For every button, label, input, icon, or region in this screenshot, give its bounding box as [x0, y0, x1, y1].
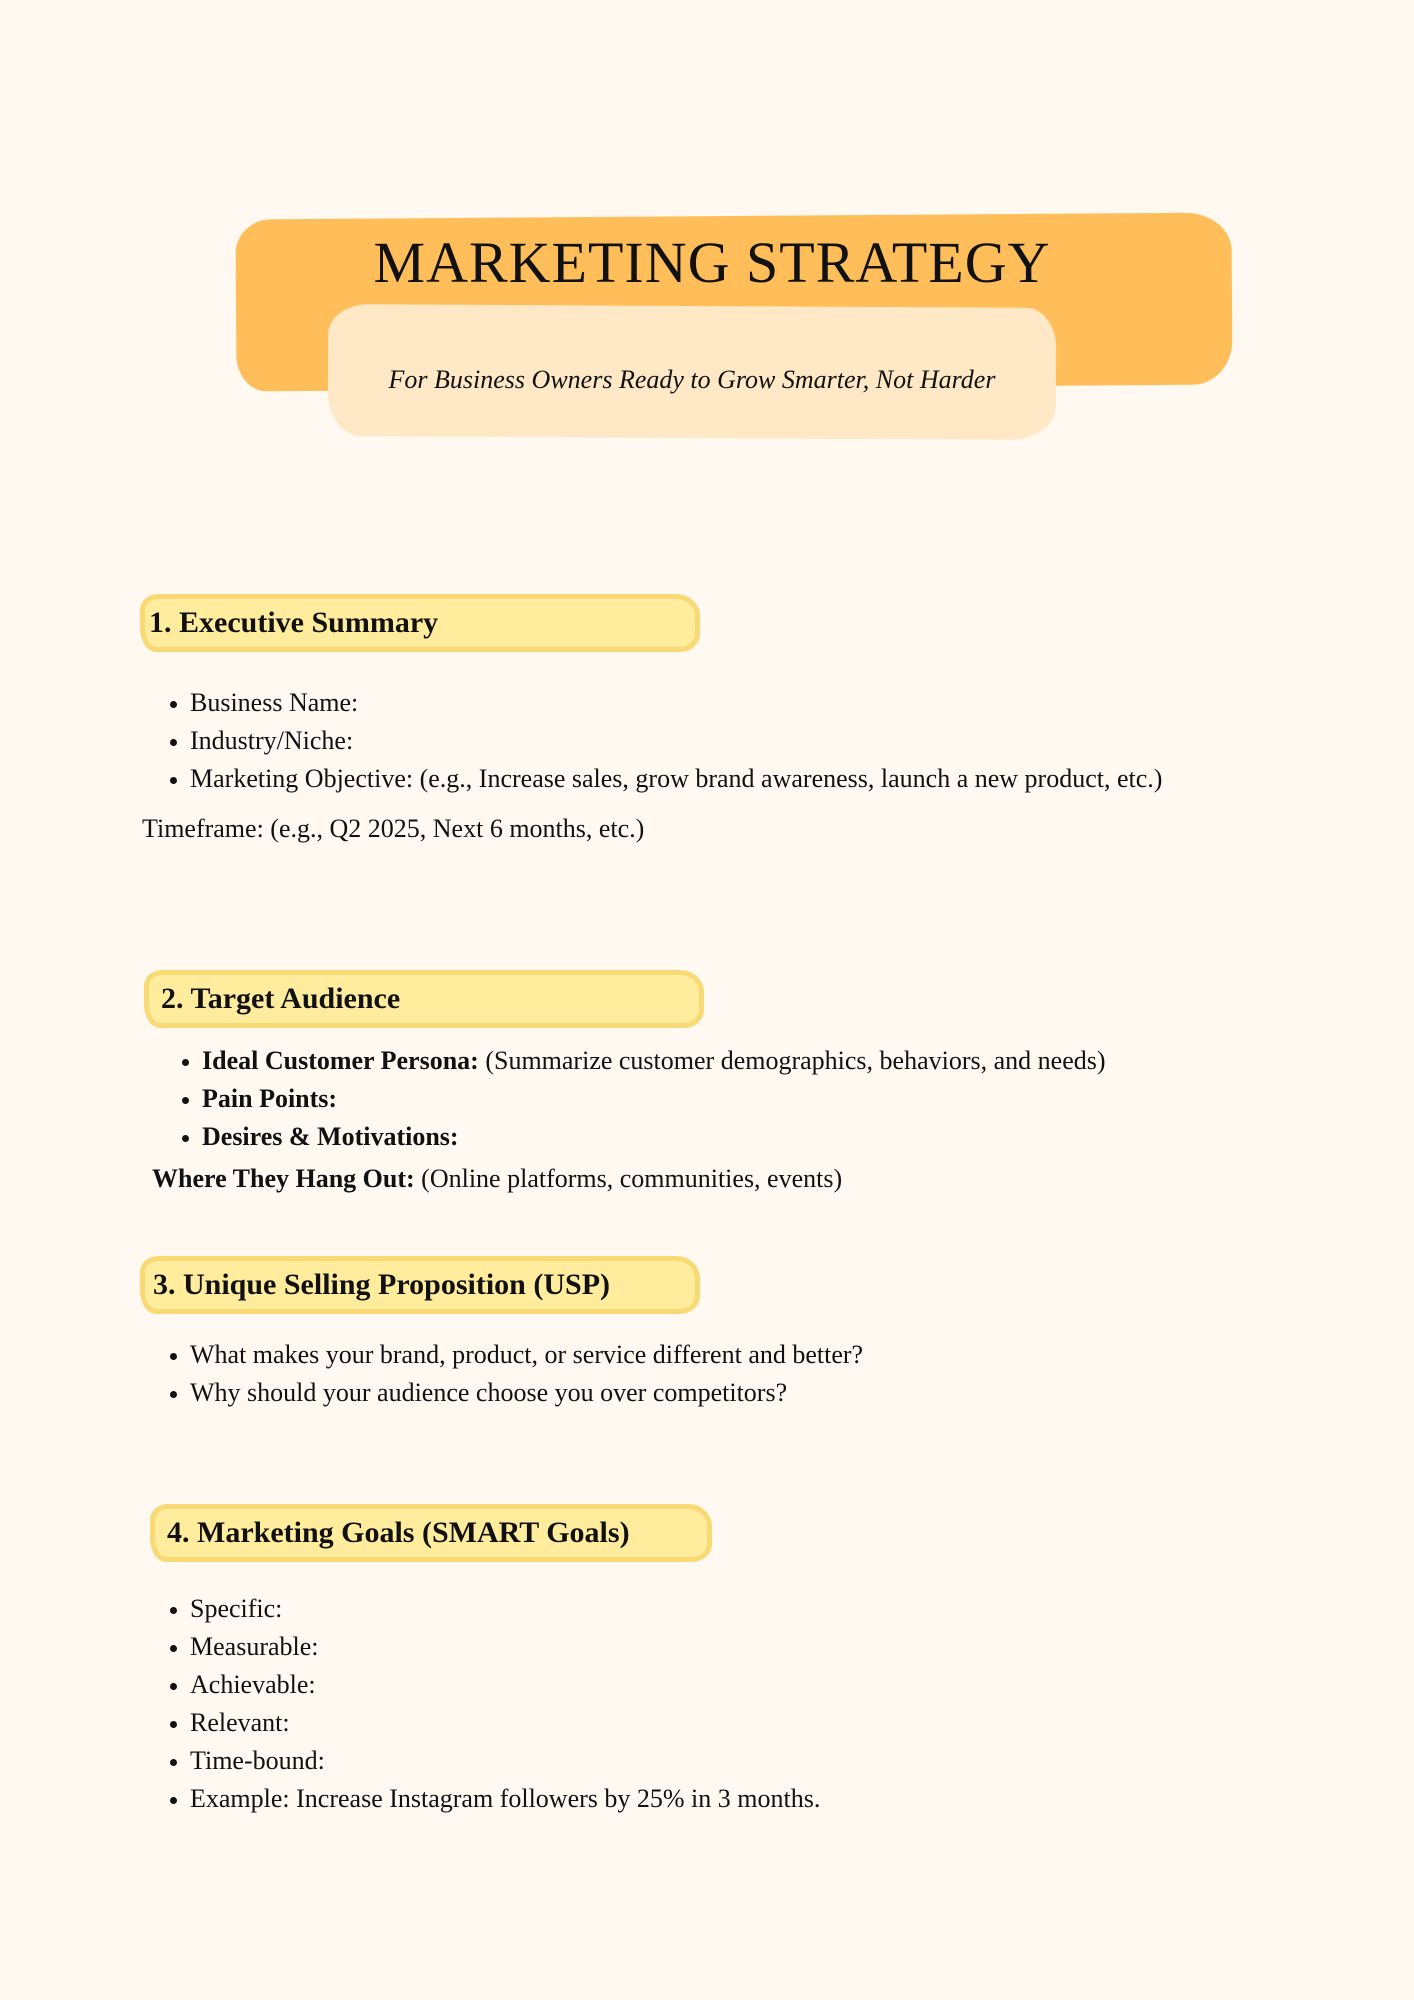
section-heading-label: 4. Marketing Goals (SMART Goals) [167, 1516, 630, 1549]
section-heading-executive-summary [140, 594, 700, 652]
item-label: Pain Points: [202, 1084, 338, 1113]
list-item: • Measurable: [190, 1628, 1340, 1666]
list-item [202, 1080, 1352, 1118]
section-heading-usp [140, 1256, 700, 1314]
list-item [202, 1042, 1352, 1080]
target-audience-list [154, 1042, 1352, 1156]
list-item [202, 1118, 1352, 1156]
section-heading-marketing-goals [150, 1504, 712, 1562]
list-item: • Specific: [190, 1590, 1340, 1628]
item-label: Where They Hang Out: [152, 1164, 415, 1193]
list-item: • What makes your brand, product, or service different and better? [190, 1336, 1340, 1374]
list-item: • Achievable: [190, 1666, 1340, 1704]
executive-summary-list [142, 684, 1340, 798]
item-label: Ideal Customer Persona: [202, 1046, 479, 1075]
section-heading-target-audience [144, 970, 704, 1028]
section-heading-label: 2. Target Audience [161, 982, 401, 1015]
list-item: • Industry/Niche: [190, 722, 1340, 760]
usp-list [142, 1336, 1340, 1412]
item-label: Desires & Motivations: [202, 1122, 459, 1151]
section-heading-label: 3. Unique Selling Proposition (USP) [153, 1268, 611, 1301]
page-title: MARKETING STRATEGY [373, 230, 1051, 295]
list-item: • Time-bound: [190, 1742, 1340, 1780]
list-item: • Example: Increase Instagram followers by 25% in 3 months. [190, 1780, 1340, 1818]
page-subtitle: For Business Owners Ready to Grow Smarter, Not Harder [388, 365, 996, 394]
list-item: • Business Name: [190, 684, 1340, 722]
section-heading-label: 1. Executive Summary [149, 606, 439, 639]
marketing-goals-list [142, 1590, 1340, 1818]
item-text: (Online platforms, communities, events) [414, 1164, 843, 1193]
where-they-hang-out-line [152, 1160, 842, 1198]
list-item: • Marketing Objective: (e.g., Increase sales, grow brand awareness, launch a new product, etc.) [190, 760, 1340, 798]
list-item: • Relevant: [190, 1704, 1340, 1742]
list-item: • Why should your audience choose you over competitors? [190, 1374, 1340, 1412]
item-text: (Summarize customer demographics, behaviors, and needs) [478, 1046, 1106, 1075]
timeframe-line: Timeframe: (e.g., Q2 2025, Next 6 months, etc.) [142, 814, 645, 843]
